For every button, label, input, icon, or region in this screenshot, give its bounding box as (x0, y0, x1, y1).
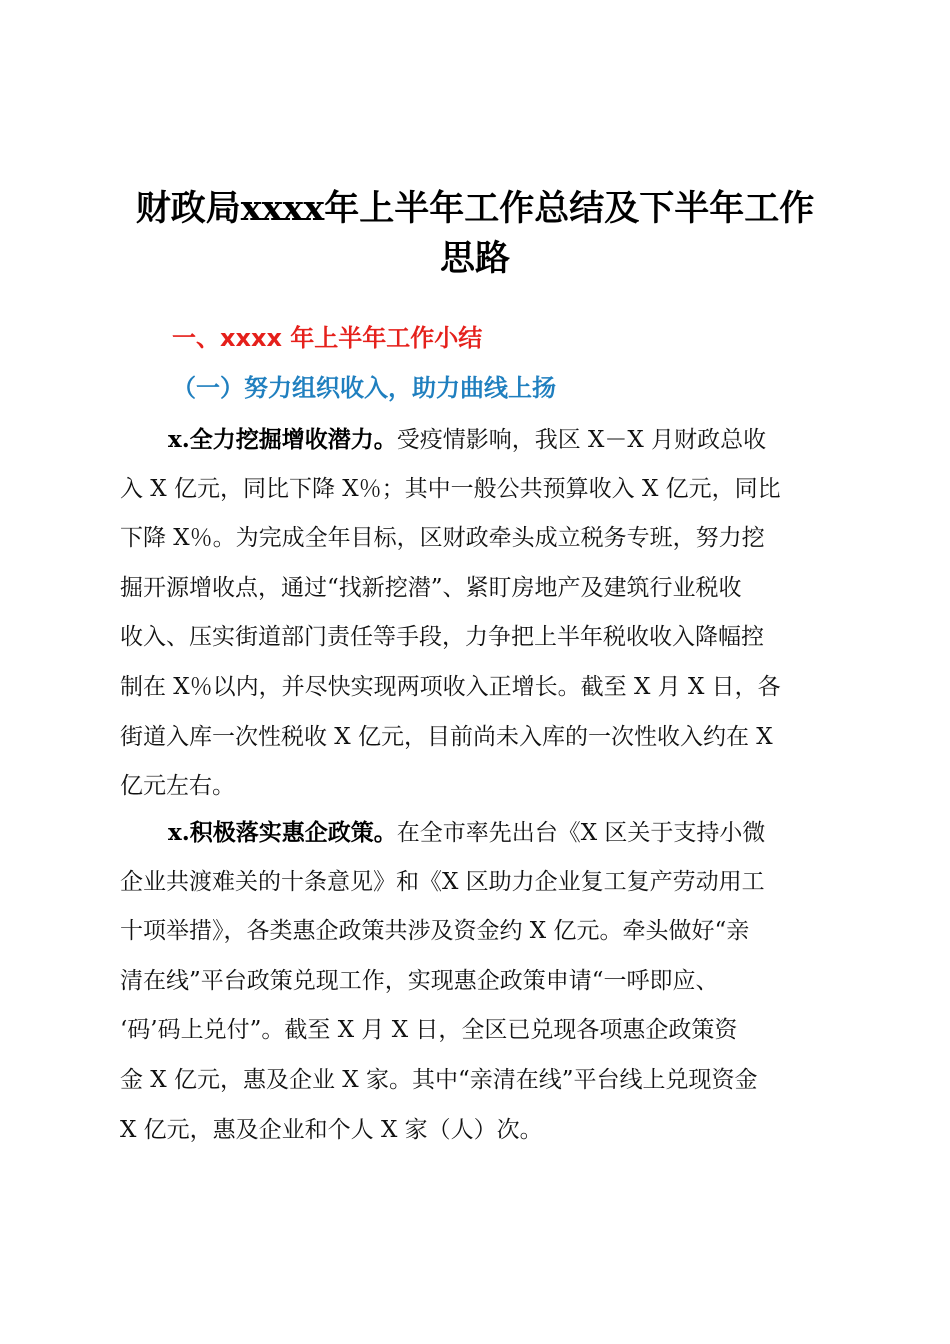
paragraph-line: x.全力挖掘增收潜力。受疫情影响，我区 X－X 月财政总收 (168, 426, 767, 453)
document-title (100, 184, 850, 284)
paragraph-lead: x.全力挖掘增收潜力。 (168, 426, 397, 453)
paragraph-line: 下降 X％。为完成全年目标，区财政牵头成立税务专班，努力挖 (120, 525, 765, 552)
subsection-heading: （一）努力组织收入，助力曲线上扬 (172, 374, 556, 402)
paragraph-line: 入 X 亿元，同比下降 X％；其中一般公共预算收入 X 亿元，同比 (120, 475, 781, 502)
paragraph-line: ‘码’码上兑付”。截至 X 月 X 日，全区已兑现各项惠企政策资 (120, 1017, 738, 1044)
paragraph-line: 金 X 亿元，惠及企业 X 家。其中“亲清在线”平台线上兑现资金 (120, 1066, 758, 1093)
paragraph-revenue (120, 415, 832, 812)
paragraph-line: 企业共渡难关的十条意见》和《X 区助力企业复工复产劳动用工 (120, 868, 765, 895)
paragraph-policy (120, 808, 832, 1155)
paragraph-line: x.积极落实惠企政策。在全市率先出台《X 区关于支持小微 (168, 819, 766, 846)
paragraph-line: 掘开源增收点，通过“找新挖潜”、紧盯房地产及建筑行业税收 (120, 574, 742, 601)
paragraph-line: 十项举措》，各类惠企政策共涉及资金约 X 亿元。牵头做好“亲 (120, 918, 750, 945)
paragraph-line: 制在 X％以内，并尽快实现两项收入正增长。截至 X 月 X 日，各 (120, 673, 781, 700)
paragraph-line: 清在线”平台政策兑现工作，实现惠企政策申请“一呼即应、 (120, 967, 719, 994)
title-line-2: 思路 (439, 238, 510, 279)
title-line-1: 财政局xxxx年上半年工作总结及下半年工作 (135, 188, 815, 229)
paragraph-line: 亿元左右。 (120, 773, 235, 800)
section-heading: 一、xxxx 年上半年工作小结 (172, 324, 483, 352)
paragraph-line: 街道入库一次性税收 X 亿元，目前尚未入库的一次性收入约在 X (120, 723, 773, 750)
paragraph-lead: x.积极落实惠企政策。 (168, 819, 397, 846)
paragraph-line: X 亿元，惠及企业和个人 X 家（人）次。 (120, 1116, 543, 1143)
paragraph-line: 收入、压实街道部门责任等手段，力争把上半年税收收入降幅控 (120, 624, 764, 651)
